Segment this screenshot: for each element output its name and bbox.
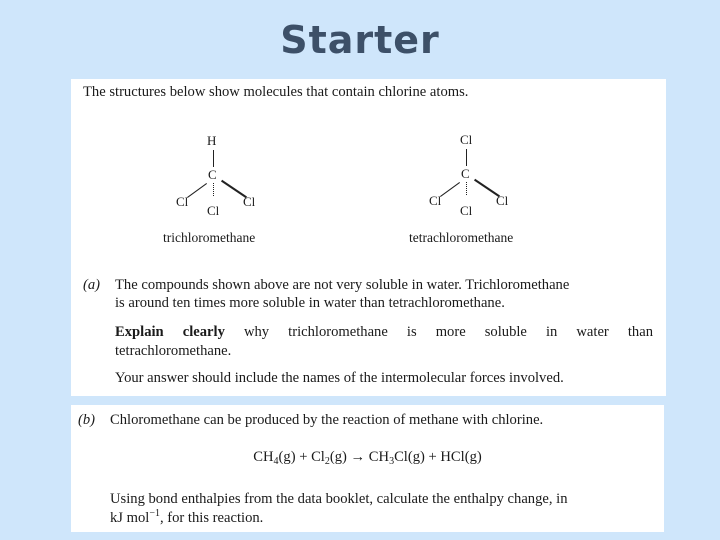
eq-products: Cl(g) + HCl(g) xyxy=(394,449,482,465)
question-b-line-2: Using bond enthalpies from the data booklet, calculate the enthalpy change, in xyxy=(110,491,568,507)
atom-c: C xyxy=(208,167,217,182)
atom-c: C xyxy=(461,166,470,181)
eq-reactant-1: CH xyxy=(253,449,274,465)
bond-bottom-dashed xyxy=(466,182,467,195)
atom-h: H xyxy=(207,133,217,148)
eq-arrow: (g) → CH xyxy=(329,449,390,465)
question-a-line-1: The compounds shown above are not very soluble in water. Trichloromethane xyxy=(115,277,570,293)
atom-cl-right: Cl xyxy=(243,194,256,209)
atom-cl-right: Cl xyxy=(496,193,509,208)
unit-text: kJ mol xyxy=(110,510,150,526)
bond-bottom-dashed xyxy=(213,183,214,196)
unit-sup: −1 xyxy=(149,508,160,519)
slide-title: Starter xyxy=(280,18,440,62)
atom-cl-left: Cl xyxy=(429,193,442,208)
eq-sub: 4 xyxy=(273,456,279,467)
eq-sub: 2 xyxy=(324,456,330,467)
atom-cl-bottom: Cl xyxy=(460,203,473,218)
molecule-caption: tetrachloromethane xyxy=(409,230,514,245)
question-label-a: (a) xyxy=(83,277,101,293)
question-b-line-1: Chloromethane can be produced by the reaction of methane with chlorine. xyxy=(110,412,544,428)
line-end-text: , for this reaction. xyxy=(159,510,264,526)
question-label-b: (b) xyxy=(78,412,96,428)
bond-top xyxy=(466,149,467,166)
question-b-line-3 xyxy=(110,509,662,528)
bond-top xyxy=(213,150,214,167)
atom-cl-left: Cl xyxy=(176,194,189,209)
eq-text: (g) + Cl xyxy=(278,449,325,465)
explain-bold: Explain clearly xyxy=(115,324,225,340)
atom-cl-top: Cl xyxy=(460,132,473,147)
reaction-equation xyxy=(71,449,664,466)
explain-text: why trichloromethane is more soluble in water than xyxy=(243,324,653,340)
intro-text: The structures below show molecules that contain chlorine atoms. xyxy=(83,84,469,100)
explain-instruction xyxy=(115,323,653,342)
bond-left xyxy=(187,183,207,198)
molecule-caption: trichloromethane xyxy=(163,230,256,245)
question-panel-a xyxy=(71,79,666,396)
answer-note: Your answer should include the names of the intermolecular forces involved. xyxy=(115,370,564,386)
question-a-line-2: is around ten times more soluble in water than tetrachloromethane. xyxy=(115,295,505,311)
atom-cl-bottom: Cl xyxy=(207,203,220,218)
explain-instruction-line-2: tetrachloromethane. xyxy=(115,343,232,359)
question-panel-b xyxy=(71,405,664,532)
bond-left xyxy=(440,182,460,197)
eq-sub: 3 xyxy=(389,456,395,467)
